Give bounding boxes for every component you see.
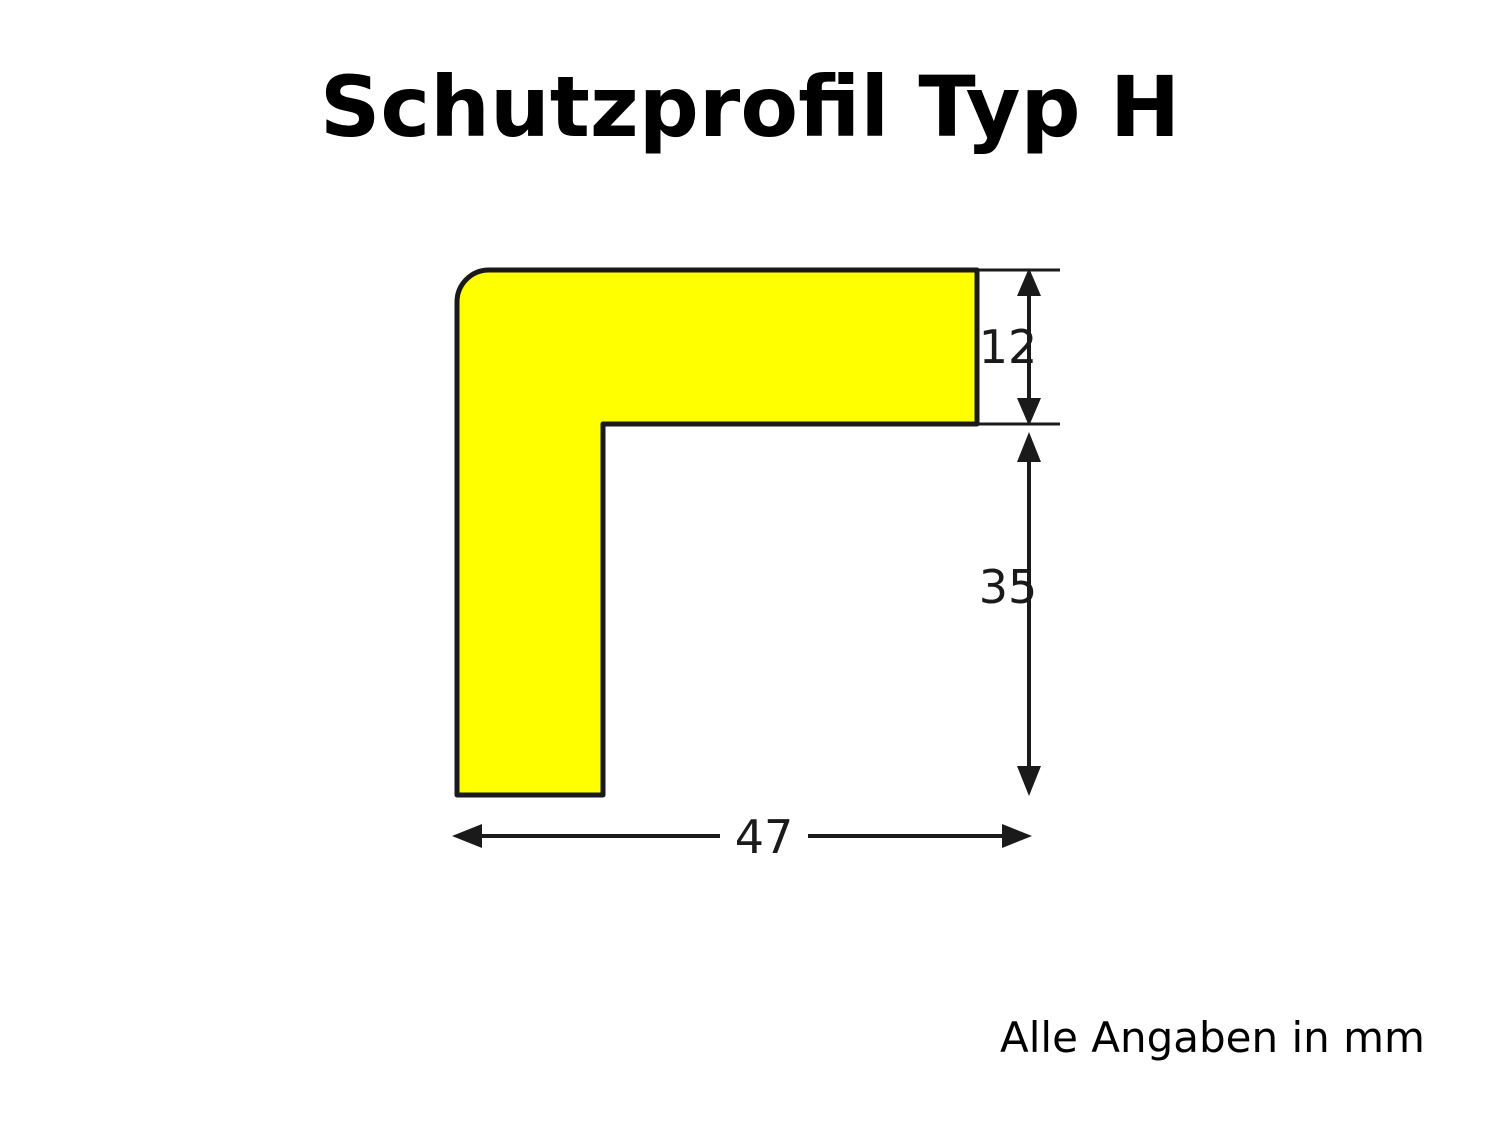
units-note: Alle Angaben in mm	[1000, 1013, 1425, 1062]
dimension-35-label: 35	[978, 560, 1038, 614]
dimension-47-label: 47	[734, 810, 794, 864]
profile-shape	[457, 270, 977, 795]
dimension-35	[603, 424, 1060, 796]
dimension-12	[977, 268, 1060, 426]
dimension-47	[452, 810, 1032, 864]
page-title: Schutzprofil Typ H	[319, 58, 1181, 156]
dimension-12-label: 12	[978, 320, 1038, 374]
